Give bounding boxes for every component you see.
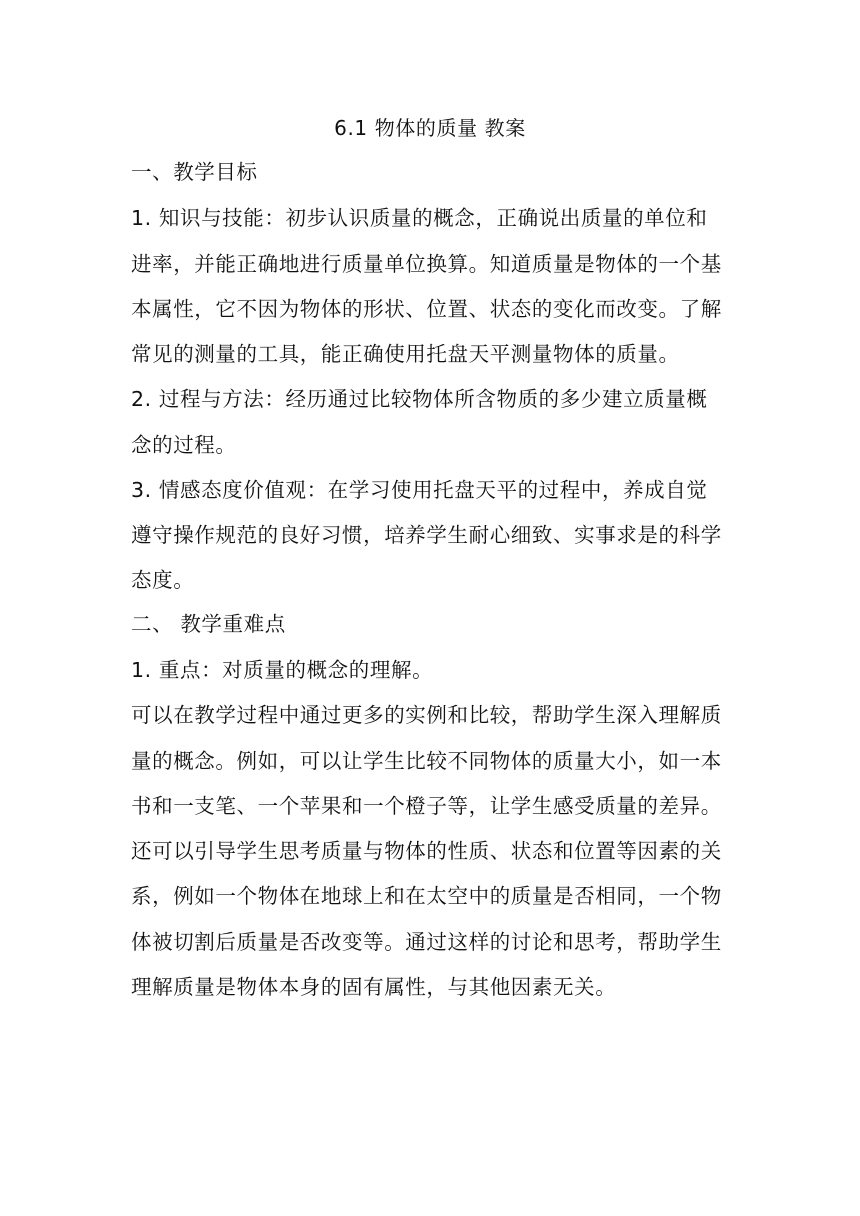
document-title: 6.1 物体的质量 教案 xyxy=(334,116,526,140)
section-heading-teaching-goals: 一、教学目标 xyxy=(131,160,258,184)
section-heading-key-points: 二、 教学重难点 xyxy=(131,612,286,636)
goal1-line-2: 进率，并能正确地进行质量单位换算。知道质量是物体的一个基 xyxy=(131,252,722,276)
key-point-line: 1. 重点：对质量的概念的理解。 xyxy=(131,658,434,682)
explanation-line-4: 还可以引导学生思考质量与物体的性质、状态和位置等因素的关 xyxy=(131,839,722,863)
goal1-line-4: 常见的测量的工具，能正确使用托盘天平测量物体的质量。 xyxy=(131,342,680,366)
explanation-line-2: 量的概念。例如，可以让学生比较不同物体的质量大小，如一本 xyxy=(131,749,722,773)
explanation-line-1: 可以在教学过程中通过更多的实例和比较，帮助学生深入理解质 xyxy=(131,703,722,727)
goal1-line-1: 1. 知识与技能：初步认识质量的概念，正确说出质量的单位和 xyxy=(131,206,708,230)
explanation-line-3: 书和一支笔、一个苹果和一个橙子等，让学生感受质量的差异。 xyxy=(131,794,722,818)
explanation-line-6: 体被切割后质量是否改变等。通过这样的讨论和思考，帮助学生 xyxy=(131,930,722,954)
explanation-line-5: 系，例如一个物体在地球上和在太空中的质量是否相同，一个物 xyxy=(131,884,722,908)
explanation-line-7: 理解质量是物体本身的固有属性，与其他因素无关。 xyxy=(131,975,617,999)
goal1-line-3: 本属性，它不因为物体的形状、位置、状态的变化而改变。了解 xyxy=(131,297,722,321)
goal3-line-1: 3. 情感态度价值观：在学习使用托盘天平的过程中，养成自觉 xyxy=(131,478,708,502)
goal2-line-1: 2. 过程与方法：经历通过比较物体所含物质的多少建立质量概 xyxy=(131,387,708,411)
goal2-line-2: 念的过程。 xyxy=(131,433,237,457)
goal3-line-3: 态度。 xyxy=(131,568,195,592)
goal3-line-2: 遵守操作规范的良好习惯，培养学生耐心细致、实事求是的科学 xyxy=(131,523,722,547)
